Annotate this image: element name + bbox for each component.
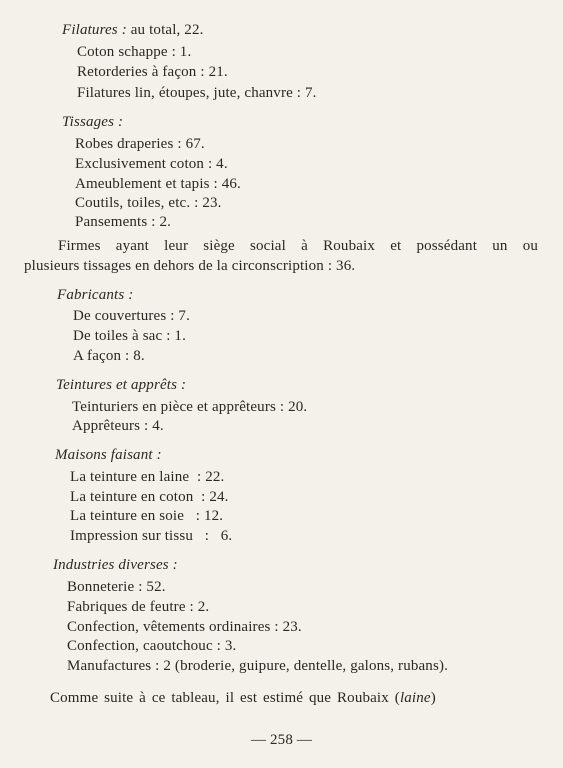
list-item: La teinture en laine : 22. xyxy=(70,469,225,485)
section-heading-maisons: Maisons faisant : xyxy=(55,447,162,463)
list-item: Coton schappe : 1. xyxy=(77,44,192,60)
list-item: Ameublement et tapis : 46. xyxy=(75,176,241,192)
section-heading-tissages: Tissages : xyxy=(62,114,124,130)
list-item: Confection, vêtements ordinaires : 23. xyxy=(67,619,302,635)
list-item: Bonneterie : 52. xyxy=(67,579,166,595)
list-item: Confection, caoutchouc : 3. xyxy=(67,638,237,654)
list-item: Exclusivement coton : 4. xyxy=(75,156,228,172)
closing-before: Comme suite à ce tableau, il est estimé que Roubaix ( xyxy=(50,690,400,706)
list-item: Teinturiers en pièce et apprêteurs : 20. xyxy=(72,399,308,415)
list-item: De couvertures : 7. xyxy=(73,308,190,324)
paragraph-line: plusieurs tissages en dehors de la circonscription : 36. xyxy=(24,258,356,274)
list-item: Impression sur tissu : 6. xyxy=(70,528,233,544)
list-item: De toiles à sac : 1. xyxy=(73,328,186,344)
page-number: — 258 — xyxy=(250,732,313,748)
section-heading-fabricants: Fabricants : xyxy=(57,287,134,303)
list-item: Robes draperies : 67. xyxy=(75,136,205,152)
list-item: Manufactures : 2 (broderie, guipure, dentelle, galons, rubans). xyxy=(67,658,448,674)
list-item: A façon : 8. xyxy=(73,348,145,364)
section-heading-industries: Industries diverses : xyxy=(53,557,178,573)
list-item: Apprêteurs : 4. xyxy=(72,418,164,434)
heading-tail: au total, 22. xyxy=(126,22,204,38)
list-item: Fabriques de feutre : 2. xyxy=(67,599,210,615)
list-item: Retorderies à façon : 21. xyxy=(77,64,228,80)
list-item: La teinture en soie : 12. xyxy=(70,508,224,524)
closing-italic: laine xyxy=(399,690,431,706)
section-heading-filatures xyxy=(62,21,204,39)
list-item: La teinture en coton : 24. xyxy=(70,489,229,505)
list-item: Filatures lin, étoupes, jute, chanvre : 7. xyxy=(77,85,317,101)
section-heading-teintures: Teintures et apprêts : xyxy=(56,377,187,393)
closing-after: ) xyxy=(430,690,436,706)
list-item: Coutils, toiles, etc. : 23. xyxy=(75,195,222,211)
heading-italic: Filatures : xyxy=(62,22,127,38)
list-item: Pansements : 2. xyxy=(75,214,171,230)
paragraph-line: Firmes ayant leur siège social à Roubaix et possédant un ou xyxy=(58,238,538,254)
closing-line xyxy=(50,689,436,707)
